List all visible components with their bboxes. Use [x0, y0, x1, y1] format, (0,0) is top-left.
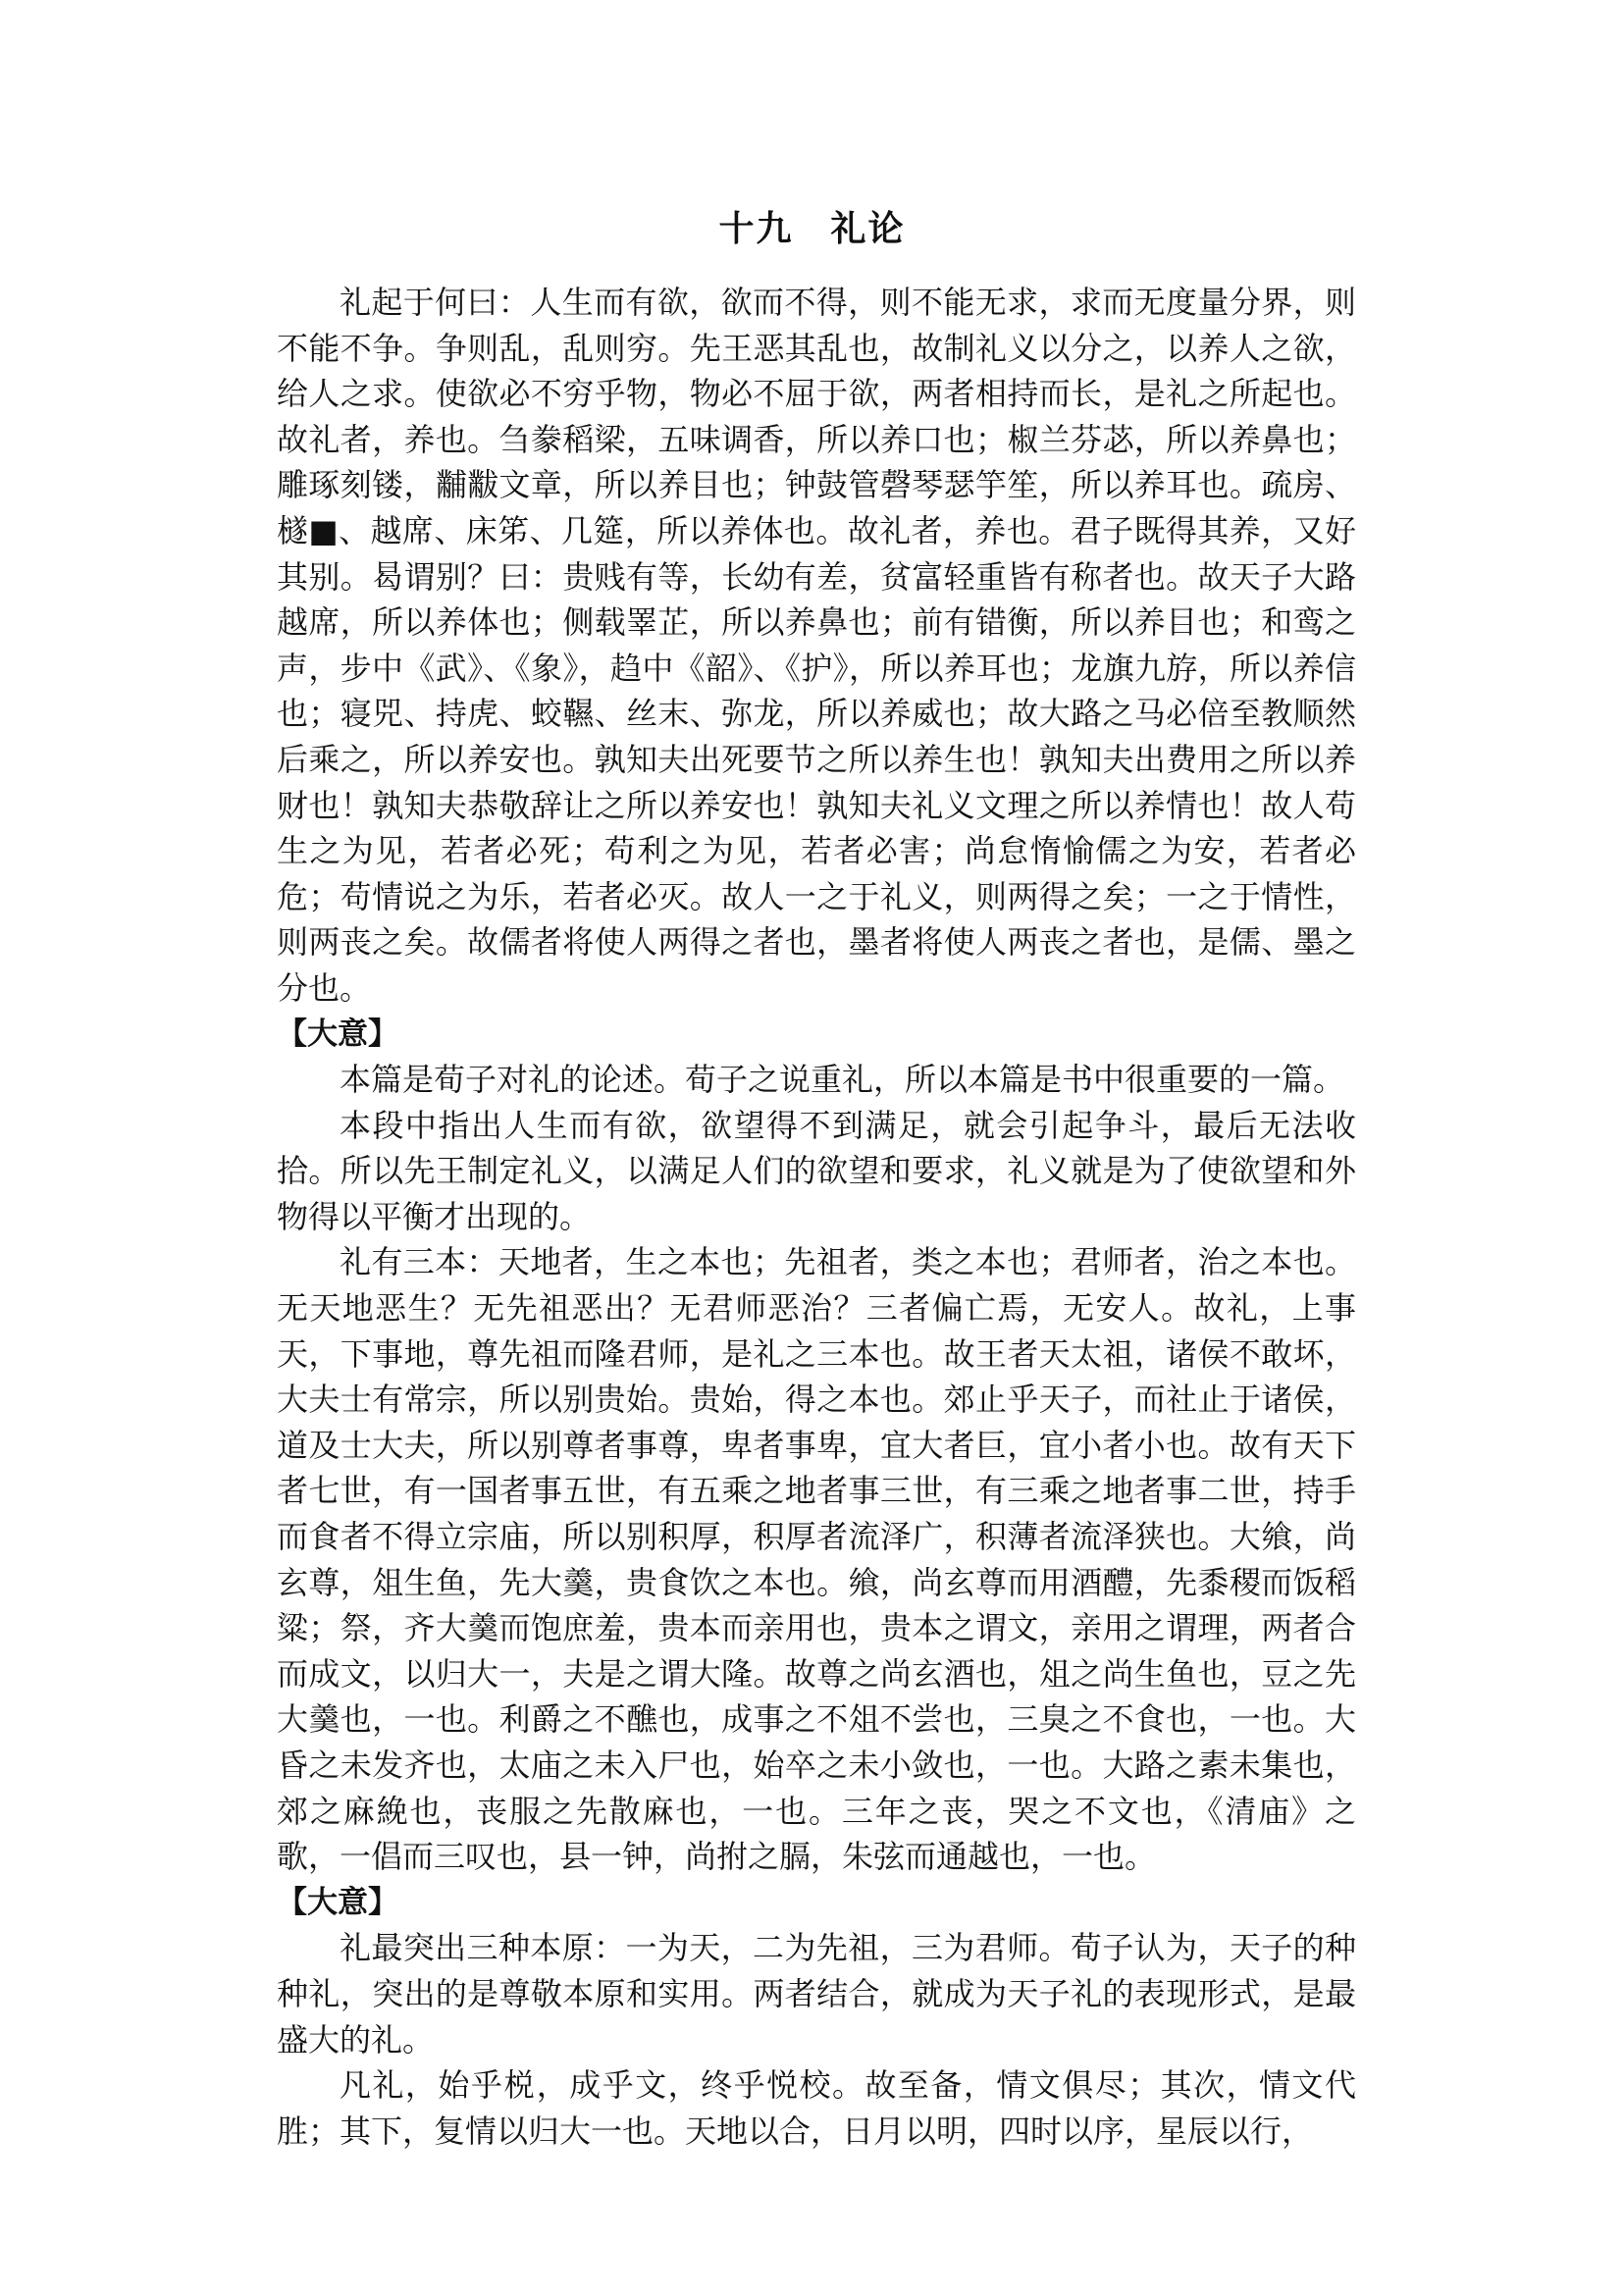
paragraph-text: 礼起于何曰：人生而有欲，欲而不得，则不能无求，求而无度量分界，则不能不争。争则乱，乱则穷。先王恶其乱也，故制礼义以分之，以养人之欲，给人之求。使欲必不穷乎物，物必不屈于欲，两者相持而长，是礼之所起也。故礼者，养也。刍豢稻梁，五味调香，所以养口也；椒兰芬苾，所以养鼻也；雕琢刻镂，黼黻文章，所以养目也；钟鼓管磬琴瑟竽笙，所以养耳也。疏房、檖■、越席、床笫、几筵，所以养体也。故礼者，养也。君子既得其养，又好其别。曷谓别？曰：贵贱有等，长幼有差，贫富轻重皆有称者也。故天子大路越席，所以养体也；侧载睪芷，所以养鼻也；前有错衡，所以养目也；和鸾之声，步中《武》、《象》，趋中《韶》、《护》，所以养耳也；龙旗九斿，所以养信也；寝兕、持虎、蛟韅、丝末、弥龙，所以养威也；故大路之马必倍至教顺然后乘之，所以养安也。孰知夫出死要节之所以养生也！孰知夫出费用之所以养财也！孰知夫恭敬辞让之所以养安也！孰知夫礼义文理之所以养情也！故人苟生之为见，若者必死；苟利之为见，若者必害；尚怠惰愉儒之为安，若者必危；苟情说之为乐，若者必灭。故人一之于礼义，则两得之矣；一之于情性，则两丧之矣。故儒者将使人两得之者也，墨者将使人两丧之者也，是儒、墨之分也。 — [277, 284, 1356, 1007]
page-title: 十九 礼论 — [718, 209, 906, 249]
paragraph-text: 礼最突出三种本原：一为天，二为先祖，三为君师。荀子认为，天子的种种礼，突出的是尊敬本原和实用。两者结合，就成为天子礼的表现形式，是最盛大的礼。 — [277, 1929, 1356, 2059]
document-body — [277, 280, 1356, 2154]
paragraph-text: 本段中指出人生而有欲，欲望得不到满足，就会引起争斗，最后无法收拾。所以先王制定礼义，以满足人们的欲望和要求，礼义就是为了使欲望和外物得以平衡才出现的。 — [277, 1106, 1356, 1235]
section-heading-summary: 【大意】 — [277, 1884, 398, 1920]
paragraph-text: 礼有三本：天地者，生之本也；先祖者，类之本也；君师者，治之本也。无天地恶生？无先祖恶出？无君师恶治？三者偏亡焉，无安人。故礼，上事天，下事地，尊先祖而隆君师，是礼之三本也。故王者天太祖，诸侯不敢坏，大夫士有常宗，所以别贵始。贵始，得之本也。郊止乎天子，而社止于诸侯，道及士大夫，所以别尊者事尊，卑者事卑，宜大者巨，宜小者小也。故有天下者七世，有一国者事五世，有五乘之地者事三世，有三乘之地者事二世，持手而食者不得立宗庙，所以别积厚，积厚者流泽广，积薄者流泽狭也。大飨，尚玄尊，俎生鱼，先大羹，贵食饮之本也。飨，尚玄尊而用酒醴，先黍稷而饭稻粱；祭，齐大羹而饱庶羞，贵本而亲用也，贵本之谓文，亲用之谓理，两者合而成文，以归大一，夫是之谓大隆。故尊之尚玄酒也，俎之尚生鱼也，豆之先大羹也，一也。利爵之不醮也，成事之不俎不尝也，三臭之不食也，一也。大昏之未发齐也，太庙之未入尸也，始卒之未小敛也，一也。大路之素未集也，郊之麻絻也，丧服之先散麻也，一也。三年之丧，哭之不文也，《清庙》之歌，一倡而三叹也，县一钟，尚拊之膈，朱弦而通越也，一也。 — [277, 1243, 1356, 1876]
section-heading-summary: 【大意】 — [277, 1016, 398, 1052]
paragraph-text: 凡礼，始乎棁，成乎文，终乎悦校。故至备，情文俱尽；其次，情文代胜；其下，复情以归大一也。天地以合，日月以明，四时以序，星辰以行， — [277, 2066, 1356, 2150]
paragraph-text: 本篇是荀子对礼的论述。荀子之说重礼，所以本篇是书中很重要的一篇。 — [340, 1061, 1345, 1099]
